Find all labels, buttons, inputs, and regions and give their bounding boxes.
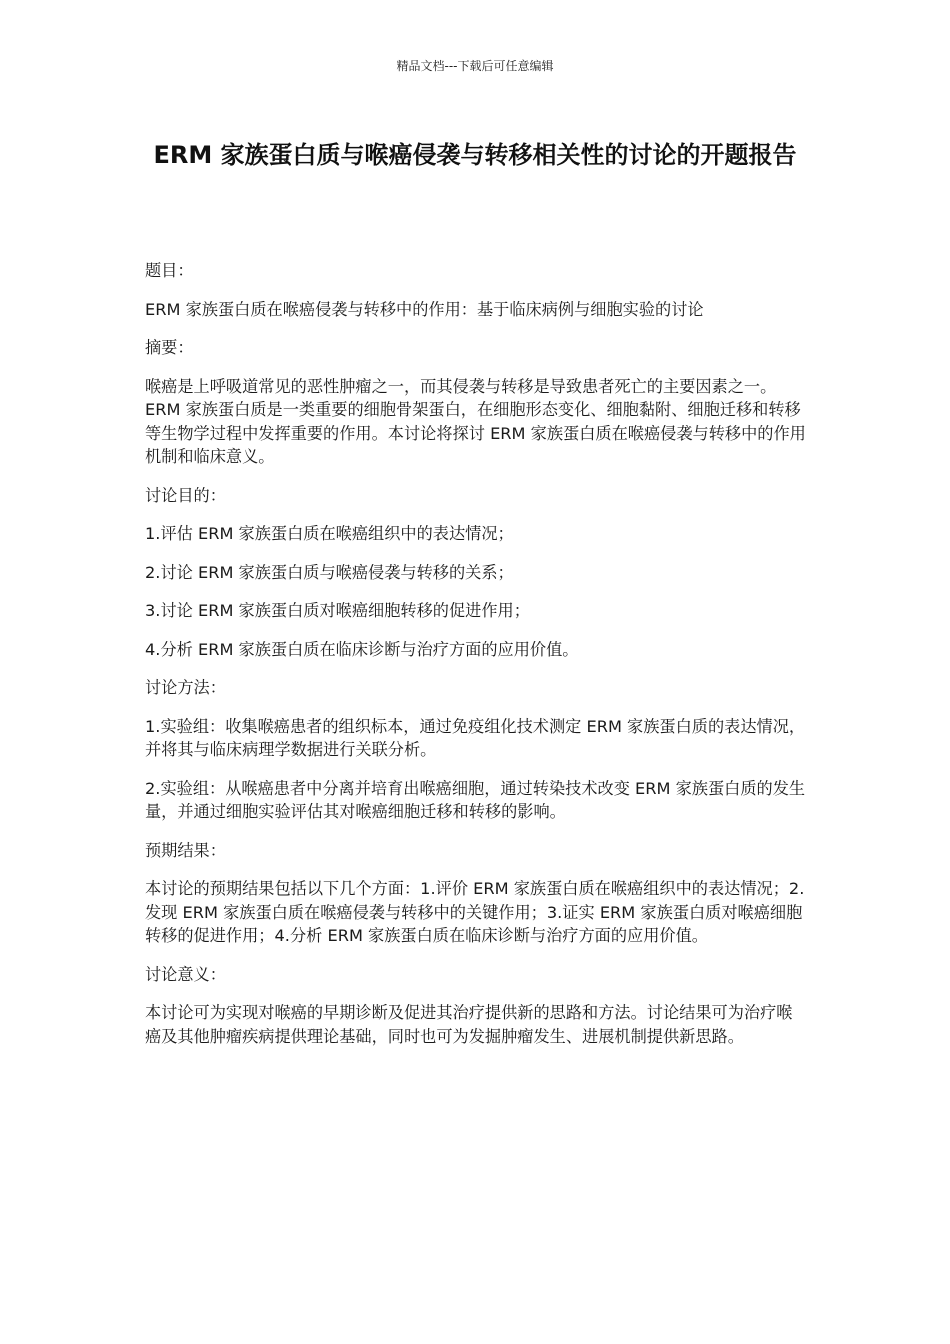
expected-text: 本讨论的预期结果包括以下几个方面：1.评价 ERM 家族蛋白质在喉癌组织中的表达情况；2.发现 ERM 家族蛋白质在喉癌侵袭与转移中的关键作用；3.证实 ERM 家族蛋白质对喉癌细胞转移的促进作用；4.分析 ERM 家族蛋白质在临床诊断与治疗方面的应用价值。 xyxy=(145,879,805,945)
abstract-text: 喉癌是上呼吸道常见的恶性肿瘤之一，而其侵袭与转移是导致患者死亡的主要因素之一。ERM 家族蛋白质是一类重要的细胞骨架蛋白，在细胞形态变化、细胞黏附、细胞迁移和转移等生物学过程中发挥重要的作用。本讨论将探讨 ERM 家族蛋白质在喉癌侵袭与转移中的作用机制和临床意义。 xyxy=(145,376,806,466)
method-item: 2.实验组：从喉癌患者中分离并培育出喉癌细胞，通过转染技术改变 ERM 家族蛋白质的发生量，并通过细胞实验评估其对喉癌细胞迁移和转移的影响。 xyxy=(145,778,806,821)
purpose-item: 3.讨论 ERM 家族蛋白质对喉癌细胞转移的促进作用； xyxy=(145,601,530,620)
purpose-item: 1.评估 ERM 家族蛋白质在喉癌组织中的表达情况； xyxy=(145,524,514,543)
purpose-label: 讨论目的： xyxy=(145,485,226,505)
topic-label: 题目： xyxy=(145,261,194,280)
header-note: 精品文档---下载后可任意编辑 xyxy=(396,59,554,73)
significance-label: 讨论意义： xyxy=(145,964,226,984)
abstract-label: 摘要： xyxy=(145,338,194,357)
topic-text: ERM 家族蛋白质在喉癌侵袭与转移中的作用：基于临床病例与细胞实验的讨论 xyxy=(145,299,704,319)
purpose-item: 4.分析 ERM 家族蛋白质在临床诊断与治疗方面的应用价值。 xyxy=(145,639,579,659)
method-label: 讨论方法： xyxy=(145,678,226,697)
document-body xyxy=(145,259,807,1063)
significance-text: 本讨论可为实现对喉癌的早期诊断及促进其治疗提供新的思路和方法。讨论结果可为治疗喉癌及其他肿瘤疾病提供理论基础，同时也可为发掘肿瘤发生、进展机制提供新思路。 xyxy=(145,1003,793,1046)
purpose-item: 2.讨论 ERM 家族蛋白质与喉癌侵袭与转移的关系； xyxy=(145,562,514,582)
document-title: ERM 家族蛋白质与喉癌侵袭与转移相关性的讨论的开题报告 xyxy=(153,141,797,169)
expected-label: 预期结果： xyxy=(145,840,226,860)
method-item: 1.实验组：收集喉癌患者的组织标本，通过免疫组化技术测定 ERM 家族蛋白质的表达情况，并将其与临床病理学数据进行关联分析。 xyxy=(145,716,806,759)
